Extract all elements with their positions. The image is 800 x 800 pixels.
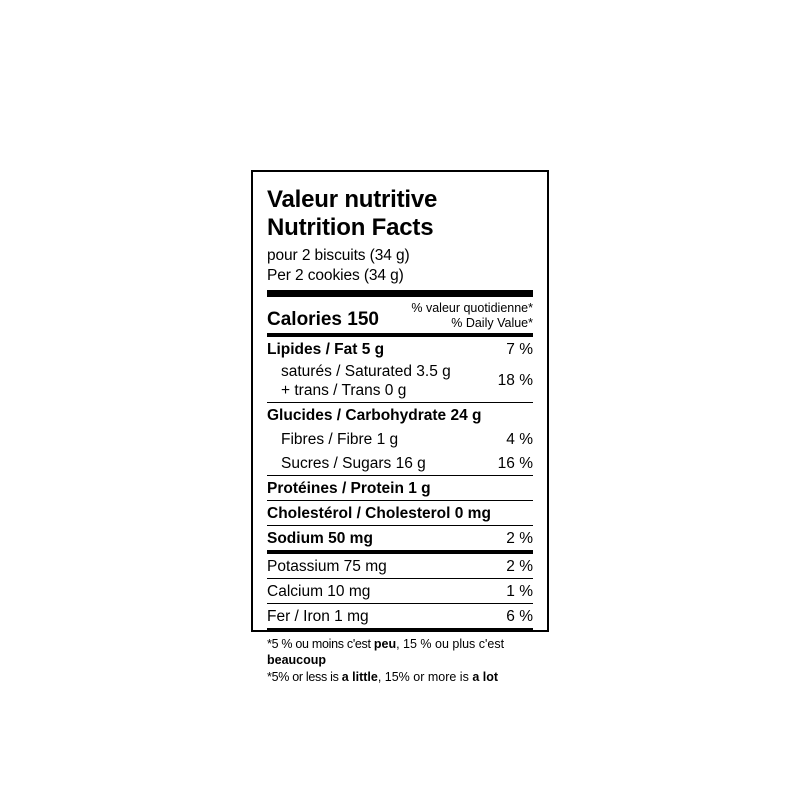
nutrient-label-saturated: saturés / Saturated 3.5 g — [281, 363, 451, 380]
calories-row — [267, 297, 533, 333]
nutrient-label-potassium: Potassium 75 mg — [267, 557, 387, 575]
footnote-en-prefix: *5% or less is — [267, 670, 342, 684]
daily-value-header-en: % Daily Value* — [451, 315, 533, 330]
footnote-fr — [267, 632, 533, 668]
footnote-en-mid: , 15% or more is — [377, 670, 473, 684]
footnote-fr-bold-2: beaucoup — [267, 653, 327, 667]
nutrient-value-potassium: 2 % — [506, 557, 533, 575]
serving-size-en: Per 2 cookies (34 g) — [267, 267, 404, 284]
footnote-en-bold-1: a little — [341, 670, 378, 684]
table-row-cholesterol — [267, 501, 533, 525]
nutrient-label-sugars: Sucres / Sugars 16 g — [281, 454, 426, 472]
calories-label: Calories 150 — [267, 309, 379, 330]
table-row-fat — [267, 337, 533, 361]
nutrient-label-iron: Fer / Iron 1 mg — [267, 607, 369, 625]
table-row-sugars — [267, 451, 533, 475]
nutrient-label-fibre: Fibres / Fibre 1 g — [281, 430, 399, 448]
nutrient-value-saturated-trans: 18 % — [497, 372, 533, 389]
footnote-fr-mid: , 15 % ou plus c'est — [396, 637, 505, 651]
daily-value-header — [411, 301, 533, 331]
nutrient-label-cholesterol: Cholestérol / Cholesterol 0 mg — [267, 504, 491, 522]
nutrient-value-calcium: 1 % — [506, 582, 533, 600]
table-row-fibre — [267, 427, 533, 451]
panel-title-en: Nutrition Facts — [267, 214, 434, 241]
footnote-en — [267, 668, 533, 685]
table-row-protein — [267, 476, 533, 500]
table-row-saturated-trans — [267, 361, 533, 402]
nutrient-value-fibre: 4 % — [506, 430, 533, 448]
panel-title-fr: Valeur nutritive — [267, 186, 438, 213]
nutrient-value-fat: 7 % — [506, 340, 533, 358]
footnote-en-bold-2: a lot — [472, 670, 499, 684]
table-row-carbohydrate — [267, 403, 533, 427]
nutrient-value-iron: 6 % — [506, 607, 533, 625]
nutrient-label-sodium: Sodium 50 mg — [267, 529, 373, 547]
table-row-calcium — [267, 579, 533, 603]
nutrient-label-protein: Protéines / Protein 1 g — [267, 479, 431, 497]
table-row-iron — [267, 604, 533, 628]
nutrient-label-saturated-group — [267, 362, 451, 400]
nutrient-label-carbohydrate: Glucides / Carbohydrate 24 g — [267, 406, 482, 424]
footnote-fr-prefix: *5 % ou moins c'est — [267, 637, 374, 651]
footnote-fr-bold-1: peu — [373, 637, 397, 651]
nutrient-value-sugars: 16 % — [497, 454, 533, 472]
nutrition-facts-panel — [251, 170, 549, 684]
serving-size-fr: pour 2 biscuits (34 g) — [267, 247, 410, 264]
table-row-potassium — [267, 554, 533, 578]
table-row-sodium — [267, 526, 533, 550]
nutrient-value-sodium: 2 % — [506, 529, 533, 547]
nutrient-label-fat: Lipides / Fat 5 g — [267, 340, 385, 358]
nutrient-label-trans: + trans / Trans 0 g — [281, 382, 407, 399]
nutrient-label-calcium: Calcium 10 mg — [267, 582, 371, 600]
divider-thick — [267, 290, 533, 297]
daily-value-header-fr: % valeur quotidienne* — [411, 301, 533, 315]
